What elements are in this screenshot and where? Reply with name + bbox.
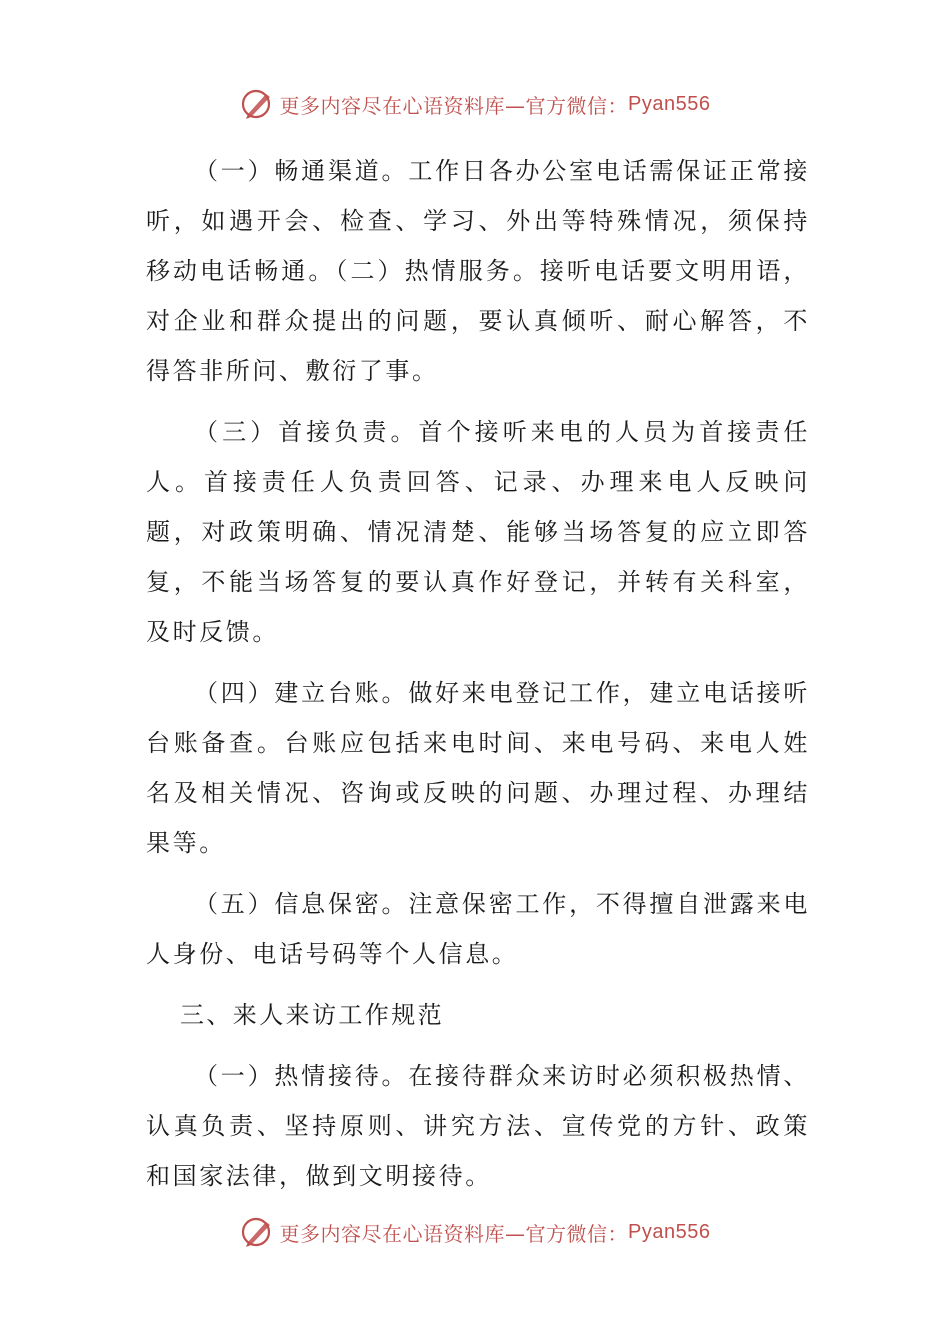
paragraph-phone-channel: （一）畅通渠道。工作日各办公室电话需保证正常接听，如遇开会、检查、学习、外出等特殊情况，须保持移动电话畅通。（二）热情服务。接听电话要文明用语，对企业和群众提出的问题，要认真倾听、耐心解答，不得答非所问、敷衍了事。 [146,157,810,385]
paragraph-confidentiality: （五）信息保密。注意保密工作，不得擅自泄露来电人身份、电话号码等个人信息。 [146,890,810,968]
header-watermark [0,84,950,124]
paragraph-ledger: （四）建立台账。做好来电登记工作，建立电话接听台账备查。台账应包括来电时间、来电号码、来电人姓名及相关情况、咨询或反映的问题、办理过程、办理结果等。 [146,679,810,857]
watermark-text: 更多内容尽在心语资料库—官方微信： [279,1221,629,1246]
paragraph-warm-reception: （一）热情接待。在接待群众来访时必须积极热情、认真负责、坚持原则、讲究方法、宣传党的方针、政策和国家法律，做到文明接待。 [146,1062,810,1190]
section-heading-visits: 三、来人来访工作规范 [180,1001,444,1029]
watermark-wechat-id: Pyan556 [628,1220,711,1243]
pen-logo-icon [240,86,276,122]
footer-watermark [0,1212,950,1252]
document-body [146,146,810,1212]
paragraph-first-responsibility: （三）首接负责。首个接听来电的人员为首接责任人。首接责任人负责回答、记录、办理来电人反映问题，对政策明确、情况清楚、能够当场答复的应立即答复，不能当场答复的要认真作好登记，并转有关科室，及时反馈。 [146,418,810,646]
pen-logo-icon [240,1214,276,1250]
watermark-text: 更多内容尽在心语资料库—官方微信： [279,93,629,118]
watermark-wechat-id: Pyan556 [628,92,711,115]
